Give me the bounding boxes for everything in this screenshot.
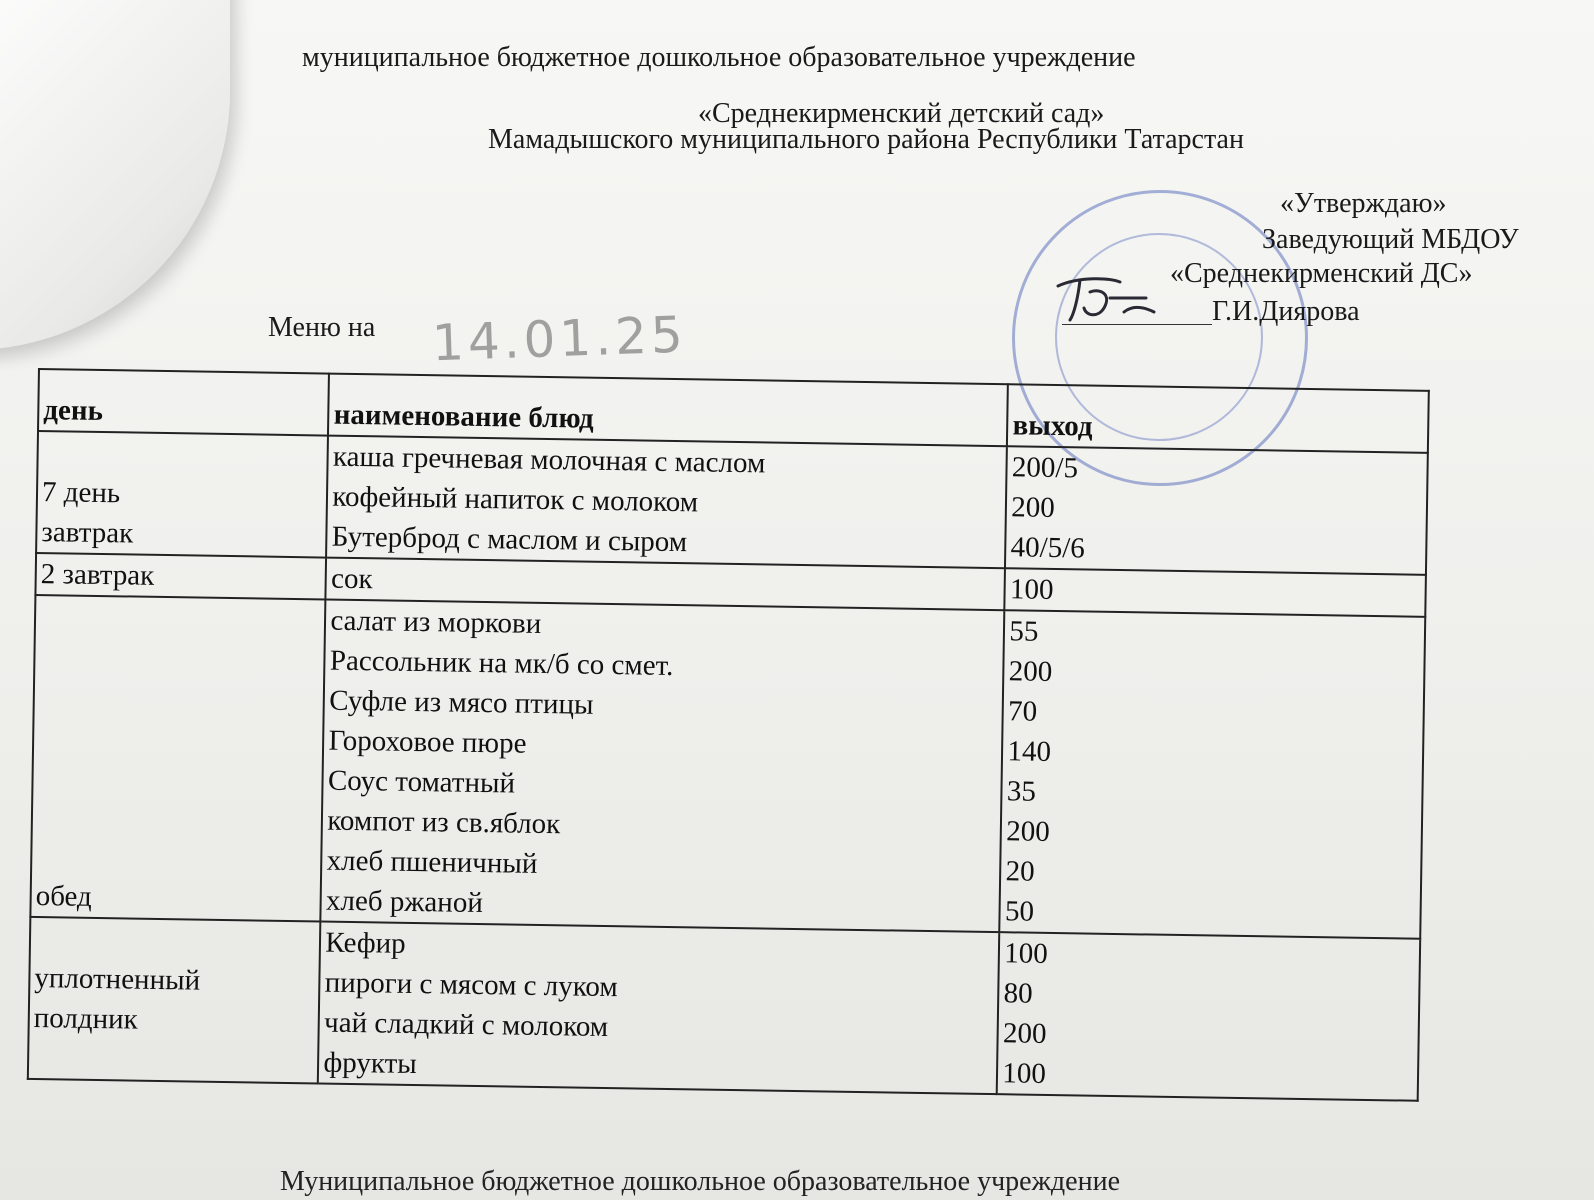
- table-row: [28, 917, 1420, 1101]
- output-value: 140: [1007, 735, 1052, 768]
- dish-item: каша гречневая молочная с маслом: [332, 440, 766, 480]
- day-label: обед: [35, 880, 93, 913]
- org-name-line-1: муниципальное бюджетное дошкольное образовательное учреждение: [302, 42, 1136, 73]
- output-value: 100: [1004, 937, 1049, 970]
- header-day: день: [38, 369, 329, 436]
- day-cell: [36, 431, 328, 558]
- org-name-line-3: Мамадышского муниципального района Республики Татарстан: [488, 124, 1244, 155]
- output-value: 80: [1003, 977, 1033, 1010]
- day-cell: [30, 595, 325, 922]
- output-value: 100: [1009, 573, 1054, 606]
- output-cell: [1000, 610, 1426, 939]
- day-label: уплотненный: [34, 962, 201, 997]
- dish-item: кофейный напиток с молоком: [332, 480, 699, 519]
- dish-cell: [326, 436, 1007, 569]
- dish-item: компот из св.яблок: [327, 804, 561, 841]
- dish-item: Соус томатный: [327, 764, 516, 800]
- output-value: 70: [1007, 695, 1038, 728]
- header-dish: наименование блюд: [328, 374, 1008, 447]
- approval-position: Заведующий МБДОУ: [1262, 224, 1519, 255]
- day-label: полдник: [33, 1002, 139, 1036]
- output-value: 20: [1005, 855, 1035, 888]
- day-label: 2 завтрак: [40, 558, 155, 592]
- dish-item: пироги с мясом с луком: [324, 966, 618, 1004]
- approval-title: «Утверждаю»: [1280, 188, 1447, 219]
- dish-item: салат из моркови: [330, 604, 542, 640]
- output-cell: [997, 932, 1420, 1101]
- dish-item: хлеб ржаной: [325, 884, 484, 920]
- table-row: [30, 595, 1425, 939]
- output-cell: [1005, 568, 1426, 617]
- approval-organization: «Среднекирменский ДС»: [1170, 258, 1473, 289]
- output-value: 200/5: [1011, 451, 1079, 485]
- output-value: 40/5/6: [1010, 531, 1086, 565]
- dish-item: сок: [330, 562, 373, 596]
- dish-item: чай сладкий с молоком: [323, 1006, 609, 1044]
- day-cell: [35, 553, 326, 600]
- output-value: 100: [1002, 1057, 1047, 1090]
- output-value: 200: [1008, 655, 1053, 688]
- day-label: завтрак: [41, 516, 134, 550]
- day-cell: [28, 917, 321, 1084]
- table-row: [36, 431, 1428, 575]
- output-value: 200: [1002, 1017, 1047, 1050]
- dish-item: Бутерброд с маслом и сыром: [331, 520, 688, 559]
- output-value: 200: [1011, 491, 1056, 524]
- header-output: выход: [1007, 384, 1429, 453]
- next-document-header-cut: Муниципальное бюджетное дошкольное образовательное учреждение: [280, 1166, 1120, 1197]
- dish-cell: [318, 922, 999, 1095]
- output-value: 55: [1009, 615, 1039, 648]
- output-value: 200: [1005, 815, 1050, 848]
- handwritten-signature: [1050, 268, 1160, 328]
- dish-item: Кефир: [325, 926, 406, 960]
- dish-item: Гороховое пюре: [328, 724, 527, 760]
- dish-item: фрукты: [323, 1046, 418, 1081]
- dish-cell: [321, 600, 1005, 933]
- menu-label: Меню на: [268, 312, 376, 343]
- output-value: 50: [1004, 895, 1035, 928]
- output-value: 35: [1006, 775, 1037, 808]
- dish-item: Суфле из мясо птицы: [328, 684, 594, 721]
- curled-page-corner: [0, 0, 230, 350]
- menu-table: [27, 368, 1430, 1102]
- day-label: 7 день: [41, 476, 121, 510]
- approver-name: Г.И.Диярова: [1212, 296, 1360, 327]
- dish-item: Рассольник на мк/б со смет.: [329, 644, 674, 683]
- menu-date-handwritten: 14.01.25: [431, 305, 688, 373]
- dish-item: хлеб пшеничный: [326, 844, 538, 880]
- output-cell: [1005, 446, 1427, 575]
- org-name-line-2: «Среднекирменский детский сад»: [698, 98, 1105, 129]
